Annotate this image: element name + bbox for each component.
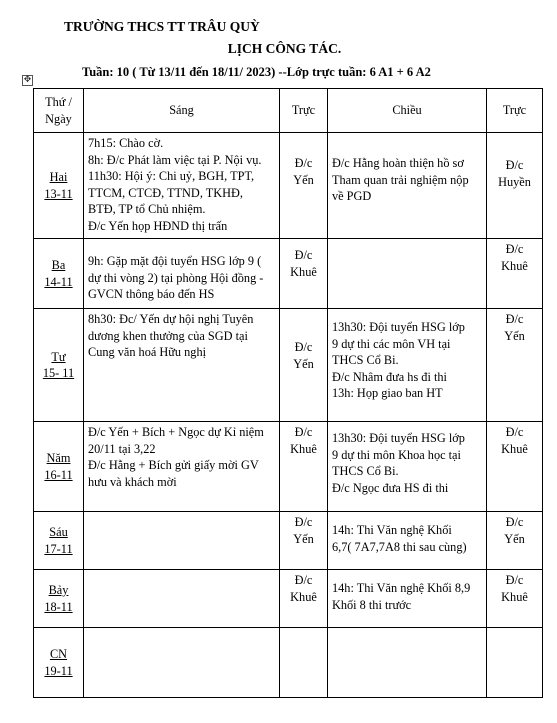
- table-row: [34, 239, 543, 309]
- header-day-line2: Ngày: [45, 111, 72, 126]
- header-afternoon: Chiều: [328, 89, 487, 133]
- table-row: [34, 570, 543, 628]
- duty-line: Yến: [293, 356, 314, 371]
- afternoon-line: Tham quan trải nghiệm nộp: [332, 172, 469, 187]
- morning-cell: [84, 133, 280, 239]
- morning-line: Đ/c Yến họp HĐND thị trấn: [88, 218, 228, 233]
- duty-line: Đ/c: [294, 425, 313, 439]
- table-row: [34, 309, 543, 422]
- duty-morning-cell: [280, 570, 328, 628]
- morning-line: Đ/c Yến + Bích + Ngọc dự Kỉ niệm: [88, 425, 264, 439]
- morning-line: 20/11 tại 3,22: [88, 441, 156, 456]
- morning-line: 8h30: Đc/ Yến dự hội nghị Tuyên: [88, 312, 254, 326]
- day-date: 15- 11: [42, 366, 75, 380]
- day-date: 13-11: [44, 186, 73, 201]
- duty-afternoon-cell: [487, 239, 543, 309]
- week-info: Tuần: 10 ( Từ 13/11 đến 18/11/ 2023) --Lớp trực tuần: 6 A1 + 6 A2: [82, 65, 431, 79]
- duty-line: Khuê: [501, 258, 528, 273]
- morning-line: TTCM, CTCĐ, TTND, TKHĐ,: [88, 185, 243, 200]
- day-name: Bảy: [48, 583, 69, 597]
- duty-morning-cell: [280, 512, 328, 570]
- afternoon-line: 13h30: Đội tuyển HSG lớp: [332, 320, 465, 334]
- duty-line: Khuê: [290, 589, 317, 604]
- afternoon-line: về PGD: [332, 189, 372, 203]
- morning-line: dương khen thưởng của SGD tại: [88, 328, 248, 343]
- day-name: Năm: [46, 451, 71, 465]
- day-date: 14-11: [44, 274, 73, 289]
- afternoon-cell: [328, 309, 487, 422]
- morning-line: hưu và khách mời: [88, 474, 177, 489]
- afternoon-cell: [328, 570, 487, 628]
- morning-cell: [84, 512, 280, 570]
- afternoon-line: 9 dự thi các môn VH tại: [332, 336, 451, 351]
- duty-line: Huyền: [498, 174, 531, 189]
- afternoon-line: Đ/c Hằng hoàn thiện hồ sơ: [332, 156, 464, 170]
- duty-line: Đ/c: [505, 515, 524, 529]
- afternoon-line: 9 dự thi môn Khoa học tại: [332, 447, 461, 462]
- table-row: [34, 133, 543, 239]
- duty-line: Yến: [293, 172, 314, 187]
- morning-line: BTĐ, TP tổ Chủ nhiệm.: [88, 202, 206, 216]
- header-day: [34, 89, 84, 133]
- morning-line: 8h: Đ/c Phát làm việc tại P. Nội vụ.: [88, 152, 262, 167]
- duty-afternoon-cell: [487, 133, 543, 239]
- day-date: 16-11: [44, 467, 73, 482]
- header-morning: Sáng: [84, 89, 280, 133]
- schedule-title: LỊCH CÔNG TÁC.: [227, 41, 342, 56]
- morning-cell: [84, 239, 280, 309]
- morning-cell: [84, 309, 280, 422]
- table-row: [34, 512, 543, 570]
- header-duty-afternoon: Trực: [487, 89, 543, 133]
- morning-line: dự thi vòng 2) tại phòng Hội đồng -: [88, 270, 264, 285]
- day-name: Sáu: [49, 525, 68, 539]
- header-row: [34, 89, 543, 133]
- day-cell: [34, 628, 84, 698]
- duty-afternoon-cell: [487, 570, 543, 628]
- morning-cell: [84, 570, 280, 628]
- duty-line: Đ/c: [294, 156, 313, 170]
- duty-line: Đ/c: [505, 158, 524, 172]
- afternoon-line: Đ/c Ngọc đưa HS đi thi: [332, 480, 449, 495]
- duty-afternoon-cell: [487, 422, 543, 512]
- duty-morning-cell: [280, 239, 328, 309]
- duty-line: Đ/c: [294, 248, 313, 262]
- afternoon-line: 6,7( 7A7,7A8 thi sau cùng): [332, 539, 467, 554]
- duty-line: Đ/c: [294, 515, 313, 529]
- morning-line: Cung văn hoá Hữu nghị: [88, 345, 207, 359]
- duty-morning-cell: [280, 628, 328, 698]
- duty-line: Đ/c: [505, 312, 524, 326]
- day-name: Ba: [51, 258, 66, 272]
- afternoon-line: 14h: Thi Văn nghệ Khối: [332, 523, 452, 537]
- day-date: 18-11: [44, 599, 73, 614]
- day-name: Hai: [49, 170, 68, 184]
- duty-line: Yến: [293, 531, 314, 546]
- morning-line: Đ/c Hằng + Bích gửi giấy mời GV: [88, 458, 259, 472]
- morning-line: 7h15: Chào cờ.: [88, 136, 164, 150]
- afternoon-cell: [328, 628, 487, 698]
- duty-line: Khuê: [290, 264, 317, 279]
- day-cell: [34, 570, 84, 628]
- morning-line: GVCN thông báo đến HS: [88, 287, 215, 301]
- table-move-handle-icon[interactable]: ✥: [23, 75, 32, 85]
- afternoon-line: Khối 8 thi trước: [332, 597, 412, 612]
- afternoon-cell: [328, 422, 487, 512]
- afternoon-line: 13h30: Đội tuyển HSG lớp: [332, 431, 465, 445]
- duty-line: Đ/c: [294, 340, 313, 354]
- afternoon-line: Đ/c Nhâm đưa hs đi thi: [332, 369, 447, 384]
- duty-line: Đ/c: [294, 573, 313, 587]
- afternoon-cell: [328, 133, 487, 239]
- duty-afternoon-cell: [487, 309, 543, 422]
- morning-line: 11h30: Hội ý: Chi uỷ, BGH, TPT,: [88, 169, 255, 183]
- duty-line: Yến: [504, 328, 525, 343]
- duty-line: Yến: [504, 531, 525, 546]
- header-day-line1: Thứ /: [45, 94, 72, 109]
- day-cell: [34, 422, 84, 512]
- afternoon-line: 14h: Thi Văn nghệ Khối 8,9: [332, 581, 471, 595]
- duty-afternoon-cell: [487, 628, 543, 698]
- day-cell: [34, 239, 84, 309]
- day-date: 17-11: [44, 541, 73, 556]
- table-row: [34, 422, 543, 512]
- afternoon-cell: [328, 512, 487, 570]
- duty-morning-cell: [280, 133, 328, 239]
- afternoon-line: THCS Cổ Bi.: [332, 464, 399, 478]
- morning-cell: [84, 628, 280, 698]
- day-cell: [34, 512, 84, 570]
- header-duty-morning: Trực: [280, 89, 328, 133]
- duty-afternoon-cell: [487, 512, 543, 570]
- duty-morning-cell: [280, 309, 328, 422]
- morning-line: 9h: Gặp mặt đội tuyển HSG lớp 9 (: [88, 254, 262, 268]
- afternoon-line: 13h: Họp giao ban HT: [332, 386, 443, 400]
- day-date: 19-11: [44, 663, 73, 678]
- day-cell: [34, 309, 84, 422]
- day-name: Tư: [51, 349, 66, 364]
- duty-line: Khuê: [501, 441, 528, 456]
- duty-line: Đ/c: [505, 242, 524, 256]
- afternoon-cell: [328, 239, 487, 309]
- duty-line: Đ/c: [505, 573, 524, 587]
- duty-line: Khuê: [290, 441, 317, 456]
- school-name: TRƯỜNG THCS TT TRÂU QUỲ: [64, 19, 260, 34]
- duty-line: Khuê: [501, 589, 528, 604]
- duty-morning-cell: [280, 422, 328, 512]
- duty-line: Đ/c: [505, 425, 524, 439]
- afternoon-line: THCS Cổ Bi.: [332, 353, 399, 367]
- day-name: CN: [49, 647, 68, 661]
- morning-cell: [84, 422, 280, 512]
- schedule-table: [33, 88, 543, 698]
- table-row: [34, 628, 543, 698]
- day-cell: [34, 133, 84, 239]
